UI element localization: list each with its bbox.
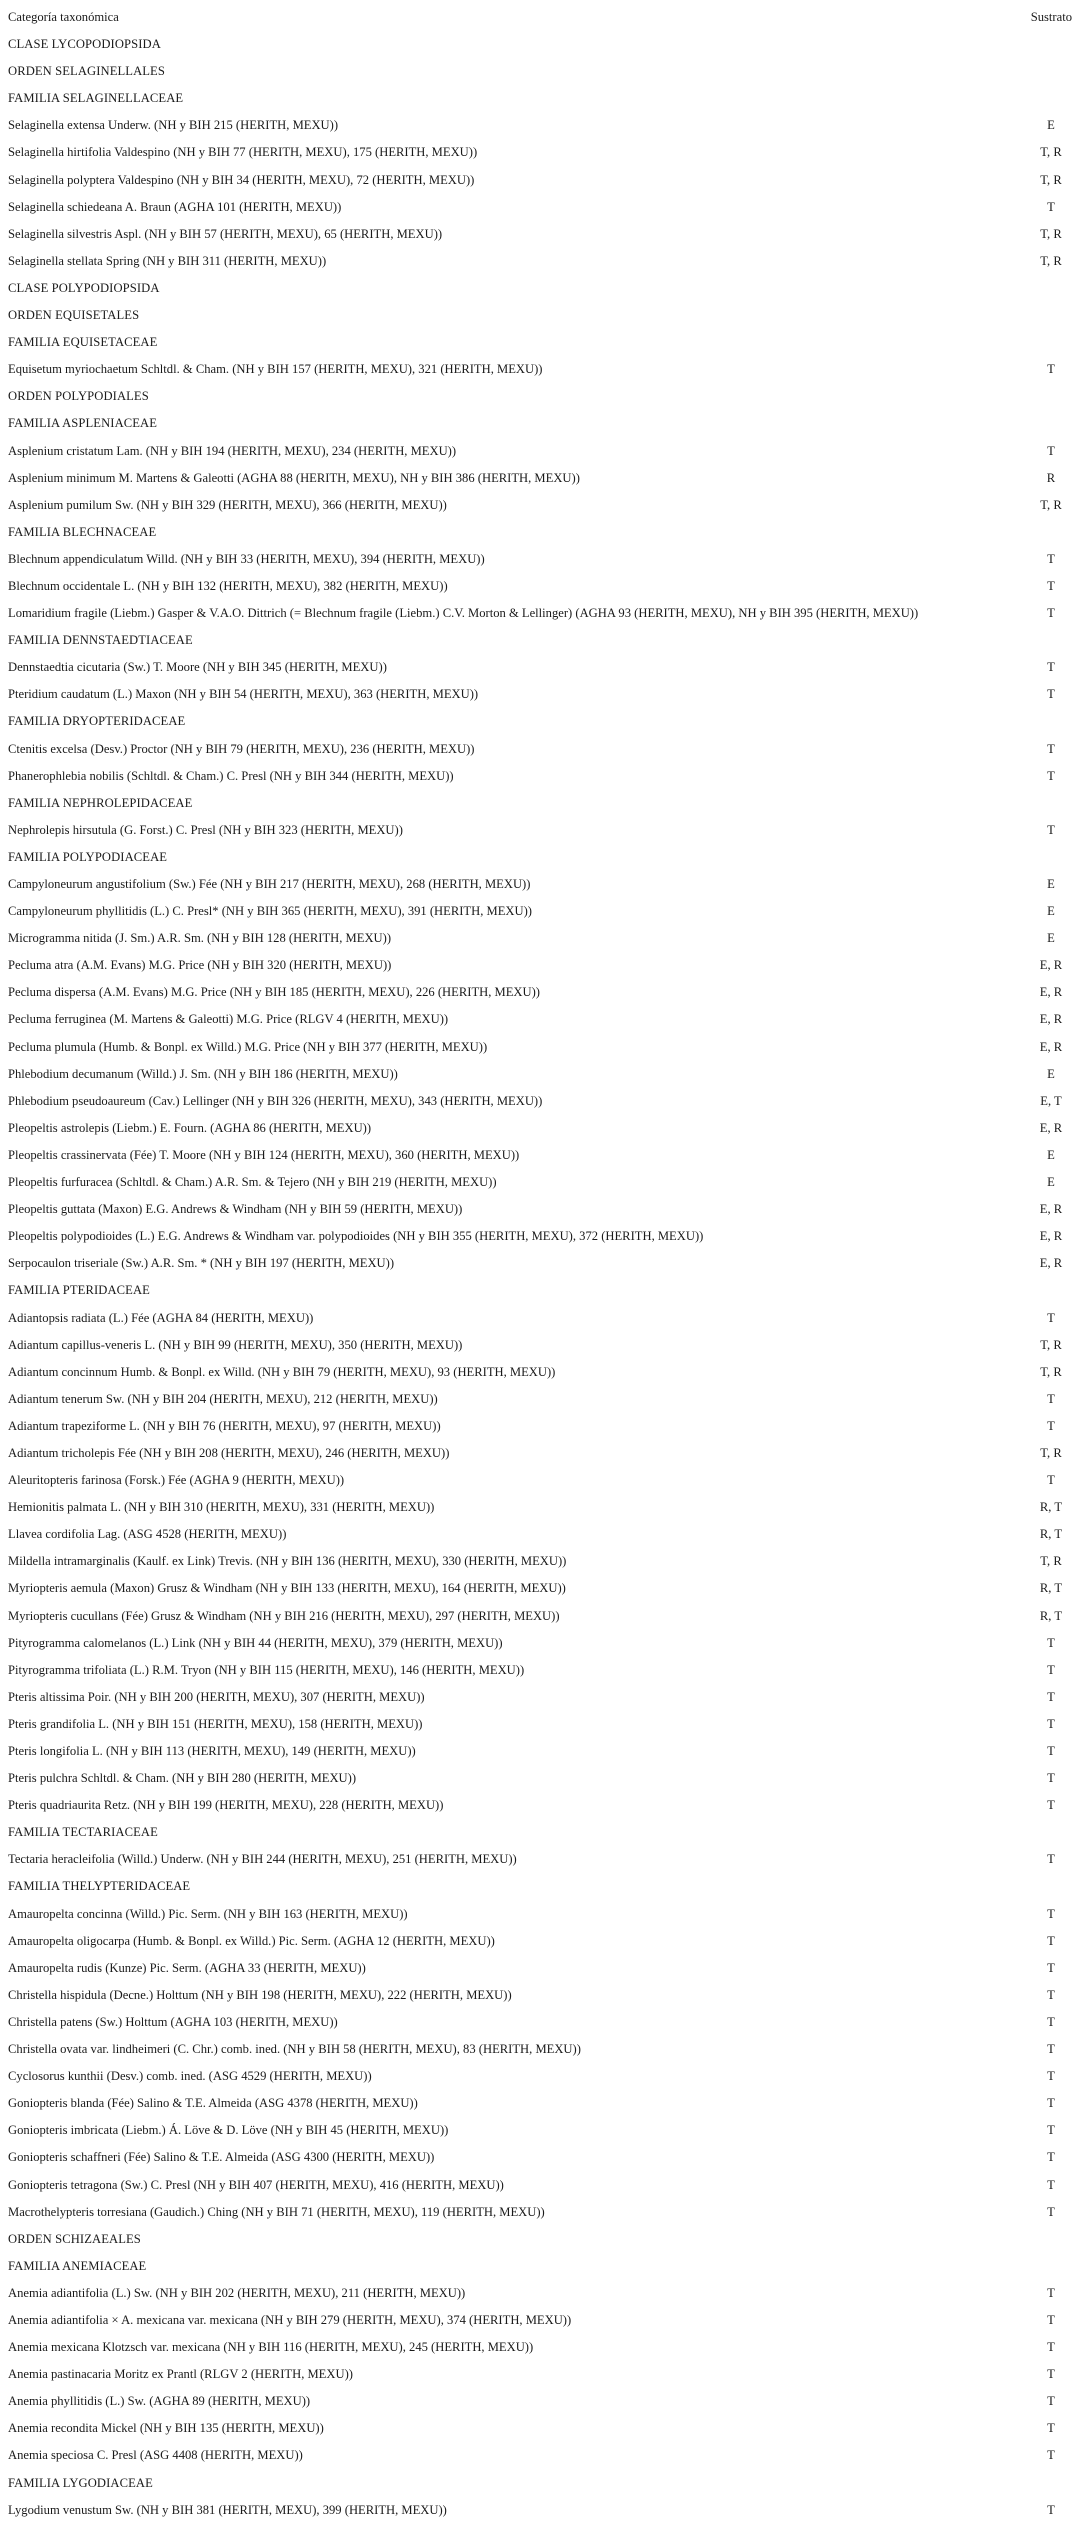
table-row (0, 1521, 1076, 1548)
substrate-value: T (1047, 606, 1055, 621)
substrate-value: T (1047, 1662, 1055, 1677)
table-row (0, 167, 1076, 194)
table-row (0, 1548, 1076, 1575)
species-name: Selaginella extensa Underw. (NH y BIH 215 (HERITH, MEXU)) (8, 118, 339, 133)
species-name: Pleopeltis guttata (Maxon) E.G. Andrews & Windham (NH y BIH 59 (HERITH, MEXU)) (8, 1202, 463, 1217)
taxon-heading-row (0, 1819, 1076, 1846)
substrate-value: E, R (1039, 1012, 1063, 1027)
substrate-value: T (1047, 1391, 1055, 1406)
table-row (0, 1088, 1076, 1115)
species-name: Myriopteris aemula (Maxon) Grusz & Windham (NH y BIH 133 (HERITH, MEXU), 164 (HERITH, MEXU)) (8, 1581, 566, 1596)
species-name: Amauropelta rudis (Kunze) Pic. Serm. (AGHA 33 (HERITH, MEXU)) (8, 1960, 366, 1975)
species-name: Pteris grandifolia L. (NH y BIH 151 (HERITH, MEXU), 158 (HERITH, MEXU)) (8, 1716, 423, 1731)
species-name: Adiantum concinnum Humb. & Bonpl. ex Willd. (NH y BIH 79 (HERITH, MEXU), 93 (HERITH, MEXU)) (8, 1364, 556, 1379)
table-row (0, 600, 1076, 627)
taxon-heading: FAMILIA POLYPODIACEAE (8, 849, 168, 864)
substrate-value: T (1047, 2123, 1055, 2138)
table-row (0, 736, 1076, 763)
substrate-value: E, R (1039, 1202, 1063, 1217)
species-name: Ctenitis excelsa (Desv.) Proctor (NH y BIH 79 (HERITH, MEXU), 236 (HERITH, MEXU)) (8, 741, 475, 756)
table-row (0, 871, 1076, 898)
substrate-value: T, R (1040, 172, 1062, 187)
substrate-value: T (1047, 1771, 1055, 1786)
substrate-value: T (1047, 1744, 1055, 1758)
substrate-value: T, R (1040, 1554, 1062, 1569)
substrate-value: T (1047, 2177, 1055, 2192)
species-name: Blechnum occidentale L. (NH y BIH 132 (HERITH, MEXU), 382 (HERITH, MEXU)) (8, 578, 448, 593)
table-row (0, 1061, 1076, 1088)
species-name: Adiantum tricholepis Fée (NH y BIH 208 (HERITH, MEXU), 246 (HERITH, MEXU)) (8, 1445, 450, 1460)
table-row (0, 1413, 1076, 1440)
table-row (0, 1575, 1076, 1602)
column-header-substrate: Sustrato (1030, 10, 1072, 24)
table-row (0, 1169, 1076, 1196)
species-name: Myriopteris cucullans (Fée) Grusz & Windham (NH y BIH 216 (HERITH, MEXU), 297 (HERITH, MEXU)) (8, 1608, 560, 1623)
taxon-heading: FAMILIA EQUISETACEAE (8, 335, 158, 350)
substrate-value: E (1047, 1147, 1055, 1162)
table-row (0, 1955, 1076, 1982)
table-row (0, 2307, 1076, 2334)
species-name: Anemia speciosa C. Presl (ASG 4408 (HERITH, MEXU)) (8, 2448, 303, 2463)
species-name: Anemia pastinacaria Moritz ex Prantl (RLGV 2 (HERITH, MEXU)) (8, 2367, 353, 2382)
table-row (0, 1792, 1076, 1819)
substrate-value: T (1047, 443, 1055, 458)
substrate-value: T (1047, 768, 1055, 783)
taxon-heading: FAMILIA DRYOPTERIDACEAE (8, 714, 186, 729)
substrate-value: T (1047, 2204, 1055, 2219)
table-row (0, 1332, 1076, 1359)
table-row (0, 925, 1076, 952)
table-row (0, 952, 1076, 979)
table-row (0, 356, 1076, 383)
substrate-value: T, R (1040, 253, 1062, 268)
table-row (0, 1440, 1076, 1467)
substrate-value: T, R (1040, 1445, 1062, 1460)
substrate-value: T (1047, 2448, 1055, 2463)
species-name: Asplenium cristatum Lam. (NH y BIH 194 (HERITH, MEXU), 234 (HERITH, MEXU)) (8, 443, 457, 458)
taxon-heading: CLASE POLYPODIOPSIDA (8, 280, 160, 295)
species-name: Amauropelta oligocarpa (Humb. & Bonpl. ex Willd.) Pic. Serm. (AGHA 12 (HERITH, MEXU)) (8, 1933, 495, 1948)
species-name: Pecluma atra (A.M. Evans) M.G. Price (NH y BIH 320 (HERITH, MEXU)) (8, 958, 392, 973)
species-name: Selaginella schiedeana A. Braun (AGHA 101 (HERITH, MEXU)) (8, 199, 342, 214)
substrate-value: T (1047, 1906, 1055, 1921)
table-row (0, 1115, 1076, 1142)
taxon-heading: FAMILIA DENNSTAEDTIACEAE (8, 633, 193, 648)
table-row (0, 1630, 1076, 1657)
table-row (0, 817, 1076, 844)
taxon-heading-row (0, 844, 1076, 871)
species-name: Amauropelta concinna (Willd.) Pic. Serm. (NH y BIH 163 (HERITH, MEXU)) (8, 1906, 408, 1921)
taxon-heading-row (0, 329, 1076, 356)
species-name: Goniopteris imbricata (Liebm.) Á. Löve & D. Löve (NH y BIH 45 (HERITH, MEXU)) (8, 2123, 449, 2138)
substrate-value: T (1047, 1987, 1055, 2002)
species-name: Pecluma plumula (Humb. & Bonpl. ex Willd.) M.G. Price (NH y BIH 377 (HERITH, MEXU)) (8, 1039, 488, 1054)
species-name: Anemia phyllitidis (L.) Sw. (AGHA 89 (HERITH, MEXU)) (8, 2394, 311, 2409)
species-name: Anemia adiantifolia × A. mexicana var. mexicana (NH y BIH 279 (HERITH, MEXU), 374 (HERITH, MEXU)) (8, 2312, 572, 2327)
table-row (0, 546, 1076, 573)
table-row (0, 2280, 1076, 2307)
table-row (0, 1494, 1076, 1521)
species-name: Pleopeltis astrolepis (Liebm.) E. Fourn. (AGHA 86 (HERITH, MEXU)) (8, 1120, 372, 1135)
species-name: Hemionitis palmata L. (NH y BIH 310 (HERITH, MEXU), 331 (HERITH, MEXU)) (8, 1500, 435, 1515)
taxon-heading-row (0, 790, 1076, 817)
table-row (0, 1928, 1076, 1955)
table-row (0, 2415, 1076, 2442)
species-name: Lygodium venustum Sw. (NH y BIH 381 (HERITH, MEXU), 399 (HERITH, MEXU)) (8, 2502, 447, 2517)
table-row (0, 1142, 1076, 1169)
table-row (0, 465, 1076, 492)
species-name: Pleopeltis furfuracea (Schltdl. & Cham.) A.R. Sm. & Tejero (NH y BIH 219 (HERITH, MEXU)) (8, 1175, 497, 1190)
table-row (0, 1223, 1076, 1250)
taxon-heading-row (0, 58, 1076, 85)
species-name: Campyloneurum phyllitidis (L.) C. Presl* (NH y BIH 365 (HERITH, MEXU), 391 (HERITH, MEXU)) (8, 904, 532, 919)
table-row (0, 139, 1076, 166)
taxon-heading-row (0, 275, 1076, 302)
table-row (0, 2334, 1076, 2361)
substrate-value: T (1047, 1635, 1055, 1650)
table-row (0, 194, 1076, 221)
substrate-value: T (1047, 1418, 1055, 1433)
substrate-value: E (1047, 904, 1055, 919)
substrate-value: T (1047, 199, 1055, 214)
species-name: Anemia recondita Mickel (NH y BIH 135 (HERITH, MEXU)) (8, 2421, 324, 2436)
taxon-heading-row (0, 1277, 1076, 1304)
species-name: Tectaria heracleifolia (Willd.) Underw. (NH y BIH 244 (HERITH, MEXU), 251 (HERITH, MEXU)) (8, 1852, 517, 1867)
taxon-heading: ORDEN POLYPODIALES (8, 389, 149, 404)
substrate-value: T (1047, 1852, 1055, 1867)
species-name: Selaginella silvestris Aspl. (NH y BIH 57 (HERITH, MEXU), 65 (HERITH, MEXU)) (8, 226, 443, 241)
species-name: Adiantum trapeziforme L. (NH y BIH 76 (HERITH, MEXU), 97 (HERITH, MEXU)) (8, 1418, 441, 1433)
taxon-heading-row (0, 410, 1076, 437)
substrate-value: T (1047, 2096, 1055, 2111)
substrate-value: T, R (1040, 145, 1062, 160)
taxon-heading-row (0, 2253, 1076, 2280)
species-name: Dennstaedtia cicutaria (Sw.) T. Moore (NH y BIH 345 (HERITH, MEXU)) (8, 660, 387, 675)
taxon-heading: FAMILIA PTERIDACEAE (8, 1283, 150, 1298)
table-row (0, 1603, 1076, 1630)
substrate-value: T, R (1040, 1364, 1062, 1379)
substrate-value: T, R (1040, 1337, 1062, 1352)
table-row (0, 248, 1076, 275)
substrate-value: T (1047, 687, 1055, 702)
species-name: Aleuritopteris farinosa (Forsk.) Fée (AGHA 9 (HERITH, MEXU)) (8, 1473, 345, 1488)
substrate-value: T (1047, 2312, 1055, 2327)
substrate-value: T (1047, 551, 1055, 566)
substrate-value: T (1047, 1689, 1055, 1704)
species-name: Phlebodium decumanum (Willd.) J. Sm. (NH y BIH 186 (HERITH, MEXU)) (8, 1066, 398, 1081)
substrate-value: T (1047, 2421, 1055, 2436)
table-row (0, 2036, 1076, 2063)
species-name: Pleopeltis crassinervata (Fée) T. Moore (NH y BIH 124 (HERITH, MEXU), 360 (HERITH, MEXU)) (8, 1147, 520, 1162)
species-name: Equisetum myriochaetum Schltdl. & Cham. (NH y BIH 157 (HERITH, MEXU), 321 (HERITH, MEXU)) (8, 362, 543, 377)
table-row (0, 573, 1076, 600)
substrate-value: T (1047, 1798, 1055, 1813)
table-row (0, 2442, 1076, 2469)
substrate-value: T (1047, 2285, 1055, 2300)
species-name: Asplenium pumilum Sw. (NH y BIH 329 (HERITH, MEXU), 366 (HERITH, MEXU)) (8, 497, 447, 512)
table-row (0, 2009, 1076, 2036)
substrate-value: T (1047, 2150, 1055, 2165)
taxon-heading-row (0, 627, 1076, 654)
species-name: Adiantopsis radiata (L.) Fée (AGHA 84 (HERITH, MEXU)) (8, 1310, 314, 1325)
substrate-value: E (1047, 118, 1055, 133)
species-name: Pleopeltis polypodioides (L.) E.G. Andrews & Windham var. polypodioides (NH y BIH 355 (HERITH, MEXU), 372 (HERITH, MEXU)) (8, 1229, 704, 1244)
taxon-heading-row (0, 85, 1076, 112)
species-name: Llavea cordifolia Lag. (ASG 4528 (HERITH, MEXU)) (8, 1527, 287, 1542)
substrate-value: T (1047, 362, 1055, 377)
table-row (0, 2199, 1076, 2226)
table-row (0, 1006, 1076, 1033)
taxon-heading-row (0, 2226, 1076, 2253)
table-row (0, 1467, 1076, 1494)
table-row (0, 1738, 1076, 1765)
table-row (0, 2172, 1076, 2199)
substrate-value: T (1047, 2042, 1055, 2057)
taxon-heading: FAMILIA SELAGINELLACEAE (8, 91, 184, 106)
species-name: Adiantum tenerum Sw. (NH y BIH 204 (HERITH, MEXU), 212 (HERITH, MEXU)) (8, 1391, 438, 1406)
table-row (0, 221, 1076, 248)
taxon-heading: FAMILIA TECTARIACEAE (8, 1825, 158, 1840)
taxon-heading: FAMILIA NEPHROLEPIDACEAE (8, 795, 193, 810)
table-row (0, 979, 1076, 1006)
table-row (0, 681, 1076, 708)
species-name: Christella ovata var. lindheimeri (C. Chr.) comb. ined. (NH y BIH 58 (HERITH, MEXU), 83 (HERITH, MEXU)) (8, 2042, 581, 2057)
species-name: Serpocaulon triseriale (Sw.) A.R. Sm. * (NH y BIH 197 (HERITH, MEXU)) (8, 1256, 395, 1271)
substrate-value: T (1047, 741, 1055, 756)
substrate-value: E, R (1039, 1120, 1063, 1135)
table-row (0, 1684, 1076, 1711)
substrate-value: E, R (1039, 1229, 1063, 1244)
table-row (0, 1359, 1076, 1386)
table-row (0, 763, 1076, 790)
substrate-value: E, R (1039, 958, 1063, 973)
table-row (0, 112, 1076, 139)
species-name: Anemia adiantifolia (L.) Sw. (NH y BIH 202 (HERITH, MEXU), 211 (HERITH, MEXU)) (8, 2285, 466, 2300)
species-name: Adiantum capillus-veneris L. (NH y BIH 99 (HERITH, MEXU), 350 (HERITH, MEXU)) (8, 1337, 463, 1352)
substrate-value: T (1047, 2502, 1055, 2517)
table-row (0, 438, 1076, 465)
species-name: Cyclosorus kunthii (Desv.) comb. ined. (ASG 4529 (HERITH, MEXU)) (8, 2069, 372, 2084)
substrate-value: E (1047, 1066, 1055, 1081)
table-row (0, 2063, 1076, 2090)
substrate-value: T (1047, 1933, 1055, 1948)
table-row (0, 1250, 1076, 1277)
taxon-heading: FAMILIA ANEMIACEAE (8, 2258, 147, 2273)
species-name: Selaginella polyptera Valdespino (NH y BIH 34 (HERITH, MEXU), 72 (HERITH, MEXU)) (8, 172, 475, 187)
substrate-value: T (1047, 822, 1055, 837)
table-row (0, 2497, 1076, 2524)
substrate-value: T (1047, 1960, 1055, 1975)
table-header (0, 4, 1076, 31)
taxon-heading: CLASE LYCOPODIOPSIDA (8, 37, 161, 52)
species-name: Goniopteris blanda (Fée) Salino & T.E. Almeida (ASG 4378 (HERITH, MEXU)) (8, 2096, 418, 2111)
substrate-value: E, R (1039, 1256, 1063, 1271)
table-row (0, 1711, 1076, 1738)
species-name: Christella hispidula (Decne.) Holttum (NH y BIH 198 (HERITH, MEXU), 222 (HERITH, MEXU)) (8, 1987, 512, 2002)
species-name: Pecluma ferruginea (M. Martens & Galeotti) M.G. Price (RLGV 4 (HERITH, MEXU)) (8, 1012, 449, 1027)
substrate-value: E (1047, 931, 1055, 946)
taxon-heading: FAMILIA THELYPTERIDACEAE (8, 1879, 191, 1894)
species-name: Selaginella hirtifolia Valdespino (NH y BIH 77 (HERITH, MEXU), 175 (HERITH, MEXU)) (8, 145, 478, 160)
substrate-value: E, T (1040, 1093, 1062, 1108)
table-row (0, 1901, 1076, 1928)
species-name: Microgramma nitida (J. Sm.) A.R. Sm. (NH y BIH 128 (HERITH, MEXU)) (8, 931, 392, 946)
table-row (0, 2144, 1076, 2171)
substrate-value: R (1046, 470, 1056, 485)
substrate-value: T (1047, 2014, 1055, 2029)
substrate-value: R, T (1039, 1500, 1063, 1515)
species-name: Blechnum appendiculatum Willd. (NH y BIH 33 (HERITH, MEXU), 394 (HERITH, MEXU)) (8, 551, 485, 566)
species-name: Mildella intramarginalis (Kaulf. ex Link) Trevis. (NH y BIH 136 (HERITH, MEXU), 330 (HERITH, MEXU)) (8, 1554, 567, 1569)
substrate-value: T (1047, 660, 1055, 675)
substrate-value: T, R (1040, 497, 1062, 512)
taxon-heading: ORDEN EQUISETALES (8, 308, 140, 323)
species-name: Campyloneurum angustifolium (Sw.) Fée (NH y BIH 217 (HERITH, MEXU), 268 (HERITH, MEXU)) (8, 877, 531, 891)
substrate-value: T (1047, 578, 1055, 593)
species-name: Anemia mexicana Klotzsch var. mexicana (NH y BIH 116 (HERITH, MEXU), 245 (HERITH, MEXU)) (8, 2340, 534, 2355)
species-name: Selaginella stellata Spring (NH y BIH 311 (HERITH, MEXU)) (8, 253, 327, 268)
taxon-heading-row (0, 302, 1076, 329)
taxon-heading-row (0, 31, 1076, 58)
substrate-value: T (1047, 1716, 1055, 1731)
table-row (0, 1196, 1076, 1223)
taxon-heading: FAMILIA LYGODIACEAE (8, 2475, 153, 2490)
species-name: Goniopteris tetragona (Sw.) C. Presl (NH y BIH 407 (HERITH, MEXU), 416 (HERITH, MEXU)) (8, 2177, 504, 2192)
substrate-value: T (1047, 2394, 1055, 2409)
taxon-heading-row (0, 519, 1076, 546)
table-row (0, 654, 1076, 681)
table-row (0, 1034, 1076, 1061)
table-row (0, 492, 1076, 519)
substrate-value: R, T (1039, 1608, 1063, 1623)
substrate-value: T (1047, 2340, 1055, 2355)
substrate-value: E (1047, 877, 1055, 891)
table-row (0, 2117, 1076, 2144)
table-row (0, 1305, 1076, 1332)
species-name: Asplenium minimum M. Martens & Galeotti (AGHA 88 (HERITH, MEXU), NH y BIH 386 (HERITH, MEXU)) (8, 470, 580, 485)
taxon-heading-row (0, 1873, 1076, 1900)
substrate-value: E, R (1039, 1039, 1063, 1054)
table-row (0, 1657, 1076, 1684)
substrate-value: T, R (1040, 226, 1062, 241)
substrate-value: T (1047, 2069, 1055, 2084)
species-name: Lomaridium fragile (Liebm.) Gasper & V.A.O. Dittrich (= Blechnum fragile (Liebm.) C.V. Morton & Lellinger) (AGHA 93 (HERITH, MEXU), NH y BIH 395 (HERITH, MEXU)) (8, 606, 919, 621)
species-name: Pteris quadriaurita Retz. (NH y BIH 199 (HERITH, MEXU), 228 (HERITH, MEXU)) (8, 1798, 444, 1813)
substrate-value: E (1047, 1175, 1055, 1190)
substrate-value: T (1047, 1473, 1055, 1488)
species-name: Pteridium caudatum (L.) Maxon (NH y BIH 54 (HERITH, MEXU), 363 (HERITH, MEXU)) (8, 687, 479, 702)
substrate-value: T (1047, 1310, 1055, 1325)
taxon-heading-row (0, 383, 1076, 410)
species-name: Phlebodium pseudoaureum (Cav.) Lellinger (NH y BIH 326 (HERITH, MEXU), 343 (HERITH, MEXU)) (8, 1093, 543, 1108)
species-name: Macrothelypteris torresiana (Gaudich.) Ching (NH y BIH 71 (HERITH, MEXU), 119 (HERITH, MEXU)) (8, 2204, 545, 2219)
species-name: Pteris longifolia L. (NH y BIH 113 (HERITH, MEXU), 149 (HERITH, MEXU)) (8, 1744, 416, 1758)
taxon-heading: FAMILIA ASPLENIACEAE (8, 416, 158, 431)
table-row (0, 2090, 1076, 2117)
species-name: Pityrogramma calomelanos (L.) Link (NH y BIH 44 (HERITH, MEXU), 379 (HERITH, MEXU)) (8, 1635, 503, 1650)
table-row (0, 1765, 1076, 1792)
species-name: Christella patens (Sw.) Holttum (AGHA 103 (HERITH, MEXU)) (8, 2014, 338, 2029)
table-row (0, 898, 1076, 925)
taxon-heading: FAMILIA BLECHNACEAE (8, 524, 157, 539)
substrate-value: E, R (1039, 985, 1063, 1000)
taxon-heading: ORDEN SCHIZAEALES (8, 2231, 141, 2246)
substrate-value: R, T (1039, 1527, 1063, 1542)
species-name: Pityrogramma trifoliata (L.) R.M. Tryon (NH y BIH 115 (HERITH, MEXU), 146 (HERITH, MEXU)) (8, 1662, 525, 1677)
table-row (0, 1386, 1076, 1413)
species-name: Goniopteris schaffneri (Fée) Salino & T.E. Almeida (ASG 4300 (HERITH, MEXU)) (8, 2150, 435, 2165)
taxon-heading-row (0, 708, 1076, 735)
species-name: Nephrolepis hirsutula (G. Forst.) C. Presl (NH y BIH 323 (HERITH, MEXU)) (8, 822, 403, 837)
table-row (0, 1846, 1076, 1873)
table-row (0, 1982, 1076, 2009)
substrate-value: R, T (1039, 1581, 1063, 1596)
substrate-value: T (1047, 2367, 1055, 2382)
taxon-heading: ORDEN SELAGINELLALES (8, 64, 165, 79)
species-name: Pecluma dispersa (A.M. Evans) M.G. Price (NH y BIH 185 (HERITH, MEXU), 226 (HERITH, MEXU)) (8, 985, 540, 1000)
table-body (0, 31, 1076, 2524)
species-name: Pteris altissima Poir. (NH y BIH 200 (HERITH, MEXU), 307 (HERITH, MEXU)) (8, 1689, 425, 1704)
taxon-heading-row (0, 2470, 1076, 2497)
species-name: Pteris pulchra Schltdl. & Cham. (NH y BIH 280 (HERITH, MEXU)) (8, 1771, 357, 1786)
column-header-taxon: Categoría taxonómica (8, 10, 119, 24)
table-row (0, 2388, 1076, 2415)
species-name: Phanerophlebia nobilis (Schltdl. & Cham.) C. Presl (NH y BIH 344 (HERITH, MEXU)) (8, 768, 454, 783)
table-row (0, 2361, 1076, 2388)
